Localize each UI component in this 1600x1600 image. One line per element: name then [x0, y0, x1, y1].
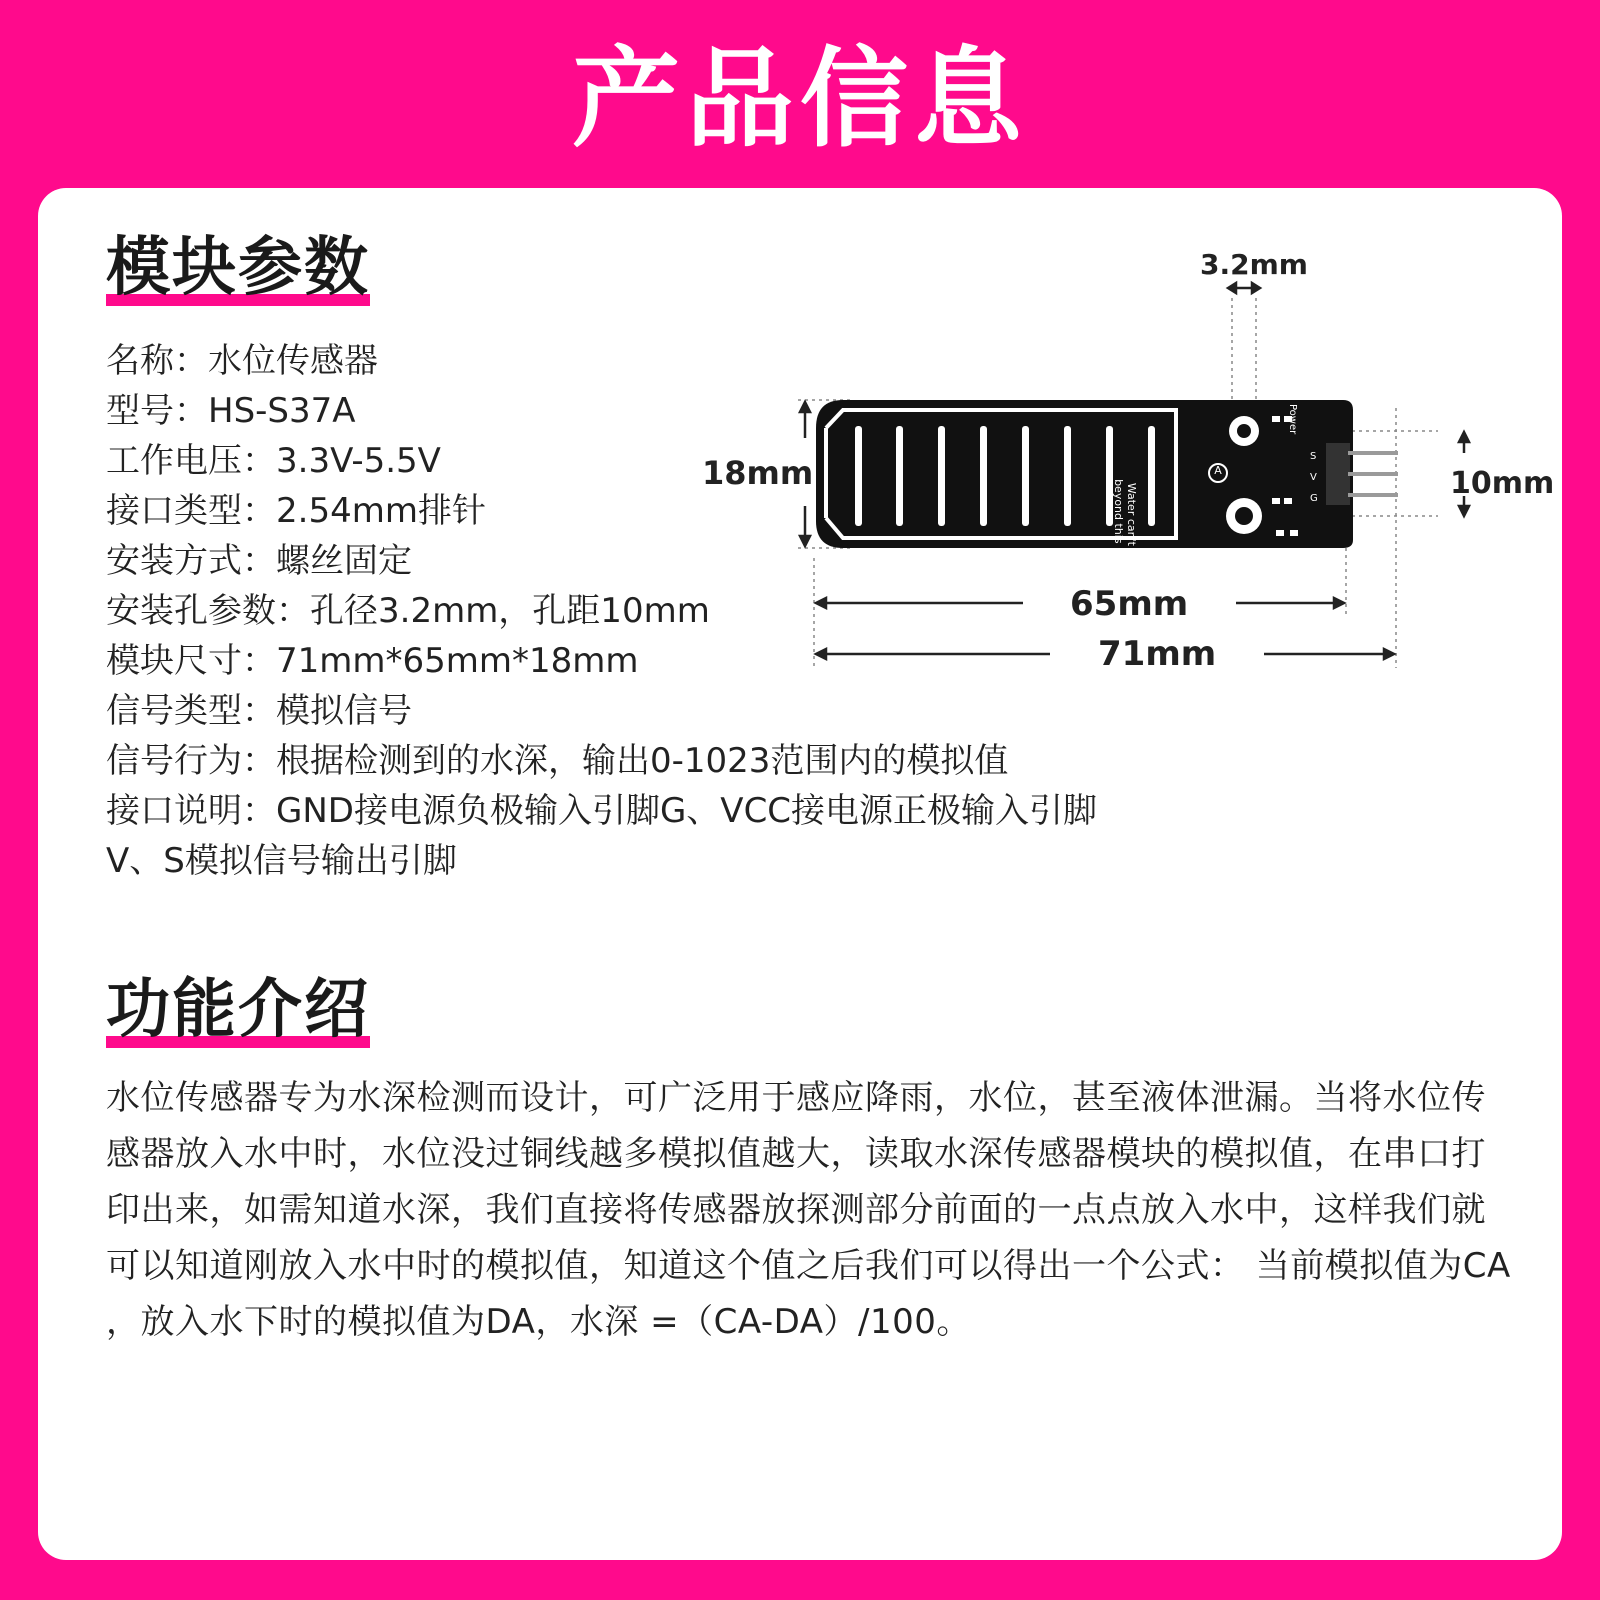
pin-labels	[1310, 446, 1320, 509]
dim-height-label: 18mm	[702, 454, 814, 492]
pin-header	[1348, 453, 1398, 495]
module-params-heading-text: 模块参数	[106, 231, 370, 305]
spec-voltage: 工作电压：3.3V-5.5V	[106, 441, 441, 481]
board-marker: A	[1214, 464, 1222, 477]
function-intro-heading-text: 功能介绍	[106, 973, 370, 1047]
pin-label-g: G	[1310, 493, 1318, 504]
spec-interface-desc: 接口说明：GND接电源负极输入引脚G、VCC接电源正极输入引脚V、S模拟信号输出引脚	[106, 791, 1098, 881]
spec-size: 模块尺寸：71mm*65mm*18mm	[106, 641, 639, 681]
power-label: Power	[1287, 404, 1298, 435]
spec-mount-hole: 安装孔参数：孔径3.2mm，孔距10mm	[106, 591, 710, 631]
pin-label-v: V	[1310, 472, 1317, 483]
content-card	[38, 188, 1562, 1560]
spec-signal-type: 信号类型：模拟信号	[106, 691, 412, 731]
sensor-dimension-diagram	[698, 248, 1558, 888]
dim-length-inner-label: 65mm	[1070, 584, 1189, 624]
spec-mounting: 安装方式：螺丝固定	[106, 541, 412, 581]
function-intro-heading	[106, 970, 370, 1050]
function-intro-body: 水位传感器专为水深检测而设计，可广泛用于感应降雨，水位，甚至液体泄漏。当将水位传感器放入水中时，水位没过铜线越多模拟值越大，读取水深传感器模块的模拟值，在串口打印出来，如需知道水深，我们直接将传感器放探测部分前面的一点点放入水中，这样我们就可以知道刚放入水中时的模拟值，知道这个值之后我们可以得出一个公式： 当前模拟值为CA ，放入水下时的模拟值为DA，水深 =（CA-DA）/100。	[106, 1078, 1511, 1342]
board-silkscreen	[1112, 458, 1138, 588]
dim-pitch-label: 10mm	[1450, 466, 1555, 501]
spec-model: 型号：HS-S37A	[106, 391, 356, 431]
spec-interface-type: 接口类型：2.54mm排针	[106, 491, 486, 531]
module-params-heading	[106, 228, 370, 308]
dim-length-total-label: 71mm	[1098, 634, 1217, 674]
spec-signal-behavior: 信号行为：根据检测到的水深，输出0-1023范围内的模拟值	[106, 741, 1009, 781]
board-text-line1: Water can't go	[1125, 482, 1138, 564]
page-title: 产品信息	[571, 37, 1028, 162]
spec-name: 名称：水位传感器	[106, 341, 378, 381]
dim-hole-label: 3.2mm	[1200, 248, 1308, 281]
pin-label-s: S	[1310, 451, 1317, 462]
board-text-line2: beyond this line	[1112, 479, 1125, 567]
